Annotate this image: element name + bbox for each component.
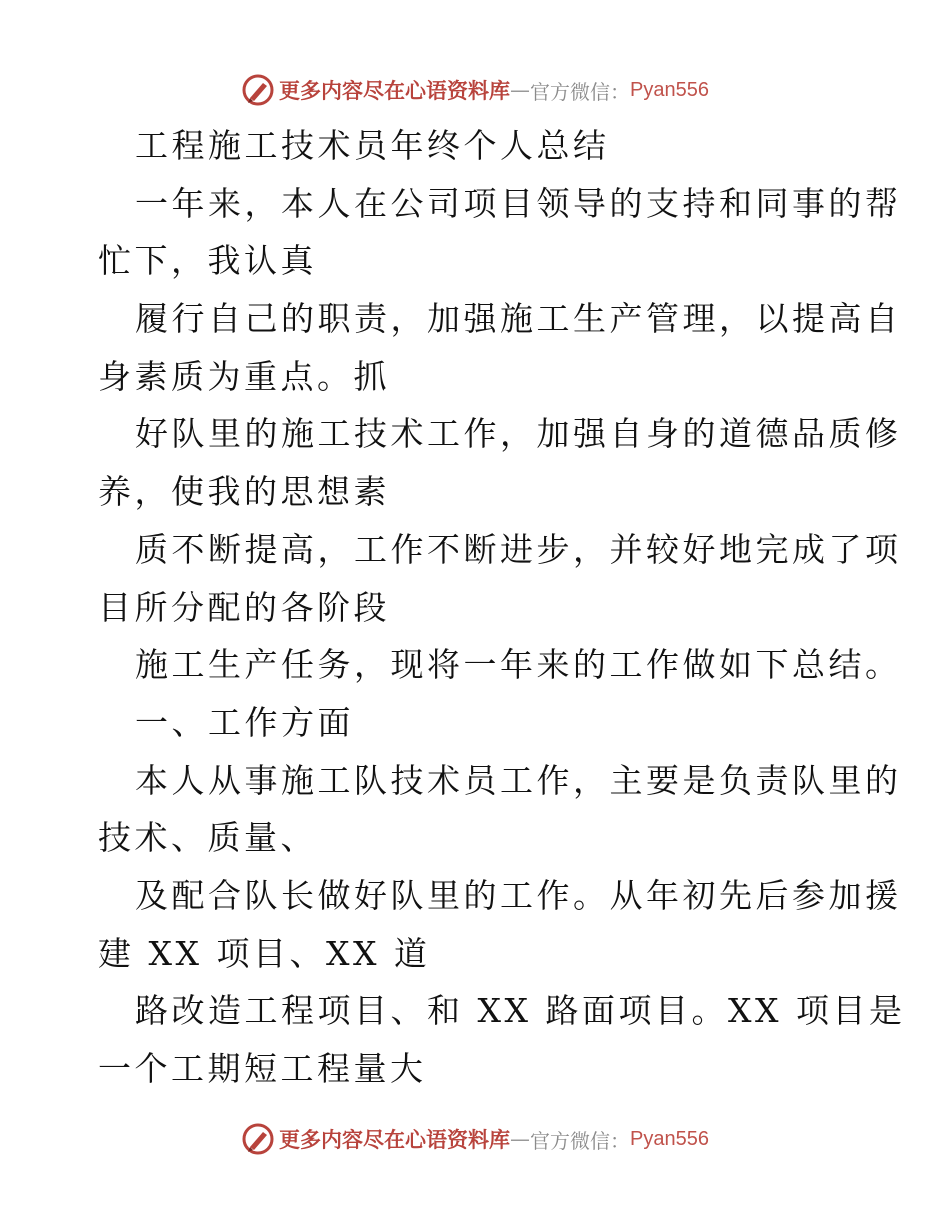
watermark-brand: 更多内容尽在心语资料库 (279, 1127, 511, 1152)
text-line: 建 XX 项目、XX 道 (98, 933, 431, 973)
header-watermark (0, 70, 950, 110)
pen-logo-icon (241, 1122, 275, 1156)
text-line: 一年来，本人在公司项目领导的支持和同事的帮 (135, 183, 902, 223)
document-body (98, 117, 906, 1098)
watermark-dash: — (510, 78, 531, 102)
text-line: 好队里的施工技术工作，加强自身的道德品质修 (135, 414, 902, 454)
text-line: 本人从事施工队技术员工作，主要是负责队里的 (135, 760, 902, 800)
watermark-wechat-label: 官方微信： (530, 1128, 631, 1153)
watermark-wechat-id: Pyan556 (630, 78, 709, 101)
text-line: 忙下，我认真 (98, 241, 317, 281)
watermark-dash: — (510, 1127, 531, 1151)
pen-logo-icon (241, 73, 275, 107)
text-line: 质不断提高，工作不断进步，并较好地完成了项 (135, 529, 902, 569)
footer-watermark (0, 1119, 950, 1159)
text-line: 养，使我的思想素 (98, 472, 390, 512)
text-line: 及配合队长做好队里的工作。从年初先后参加援 (135, 875, 902, 915)
text-line: 目所分配的各阶段 (98, 587, 390, 627)
text-line: 施工生产任务，现将一年来的工作做如下总结。 (135, 645, 902, 685)
text-line: 一个工期短工程量大 (98, 1049, 427, 1088)
document-title: 工程施工技术员年终个人总结 (135, 126, 610, 165)
watermark-wechat-label: 官方微信： (530, 79, 631, 104)
text-line: 路改造工程项目、和 XX 路面项目。XX 项目是 (135, 991, 906, 1031)
text-line: 技术、质量、 (98, 818, 317, 858)
text-line: 一、工作方面 (135, 702, 354, 742)
watermark-brand: 更多内容尽在心语资料库 (279, 78, 511, 103)
text-line: 身素质为重点。抓 (98, 356, 390, 396)
text-line: 履行自己的职责，加强施工生产管理，以提高自 (135, 299, 902, 339)
watermark-wechat-id: Pyan556 (630, 1127, 709, 1150)
